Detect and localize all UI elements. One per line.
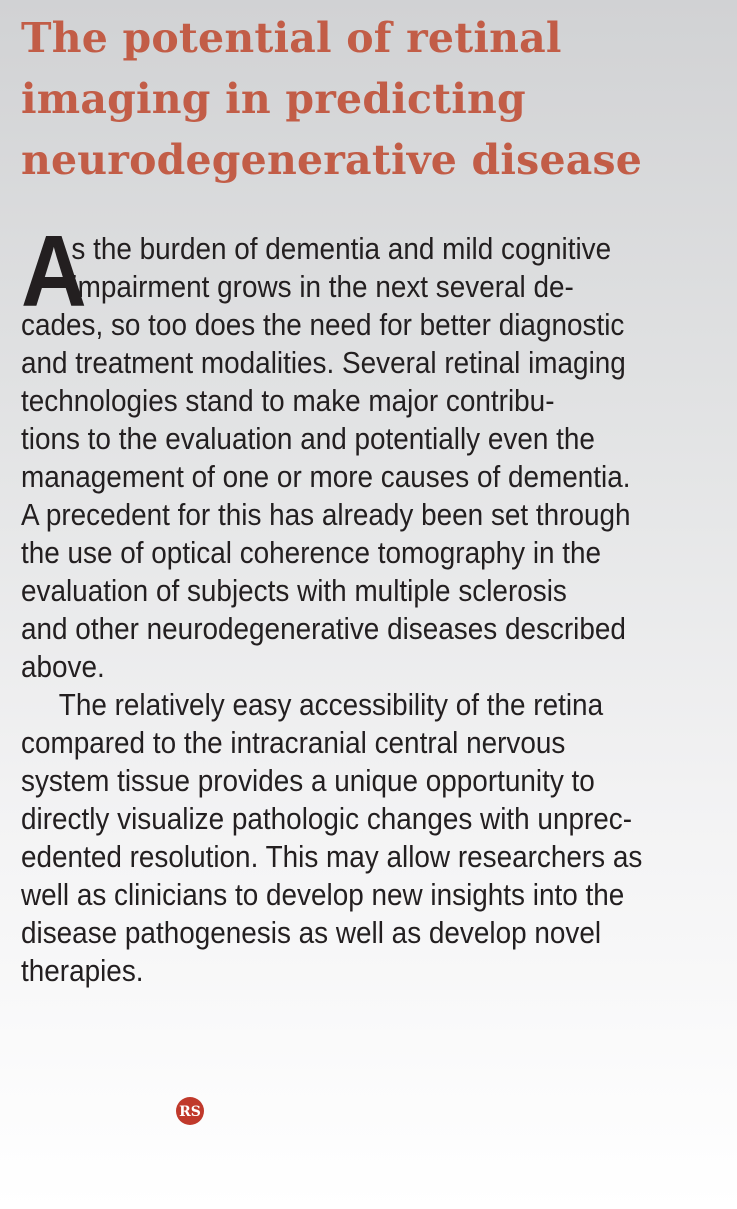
article-title [21, 8, 721, 191]
body-line: compared to the intracranial central nervous [21, 725, 566, 760]
body-line: cades, so too does the need for better diagnostic [21, 307, 625, 342]
body-line: the use of optical coherence tomography in the [21, 535, 602, 570]
rs-logo-text: RS [179, 1104, 201, 1120]
title-line: The potential of retinal [21, 14, 562, 62]
title-line: neurodegenerative disease [21, 136, 643, 184]
body-line: directly visualize pathologic changes with unprec- [21, 801, 633, 836]
body-line: management of one or more causes of dementia. [21, 459, 631, 494]
body-line: disease pathogenesis as well as develop novel [21, 915, 602, 950]
body-line: The relatively easy accessibility of the retina [58, 687, 604, 722]
body-line: s the burden of dementia and mild cognitive [71, 231, 612, 266]
body-line: therapies. [21, 953, 144, 988]
article-body [21, 216, 651, 990]
title-line: imaging in predicting [21, 75, 526, 123]
body-line: technologies stand to make major contribu- [21, 383, 555, 418]
body-line: and treatment modalities. Several retinal imaging [21, 345, 626, 380]
body-line: A precedent for this has already been set through [21, 497, 631, 532]
body-line: well as clinicians to develop new insights into the [21, 877, 625, 912]
drop-cap: A [21, 216, 87, 328]
body-line: above. [21, 649, 105, 684]
body-line: edented resolution. This may allow researchers as [21, 839, 643, 874]
body-line: impairment grows in the next several de- [71, 269, 574, 304]
body-line: tions to the evaluation and potentially even the [21, 421, 595, 456]
body-line: system tissue provides a unique opportunity to [21, 763, 595, 798]
body-line: and other neurodegenerative diseases described [21, 611, 626, 646]
body-line: evaluation of subjects with multiple sclerosis [21, 573, 567, 608]
rs-logo-icon [175, 1096, 205, 1126]
